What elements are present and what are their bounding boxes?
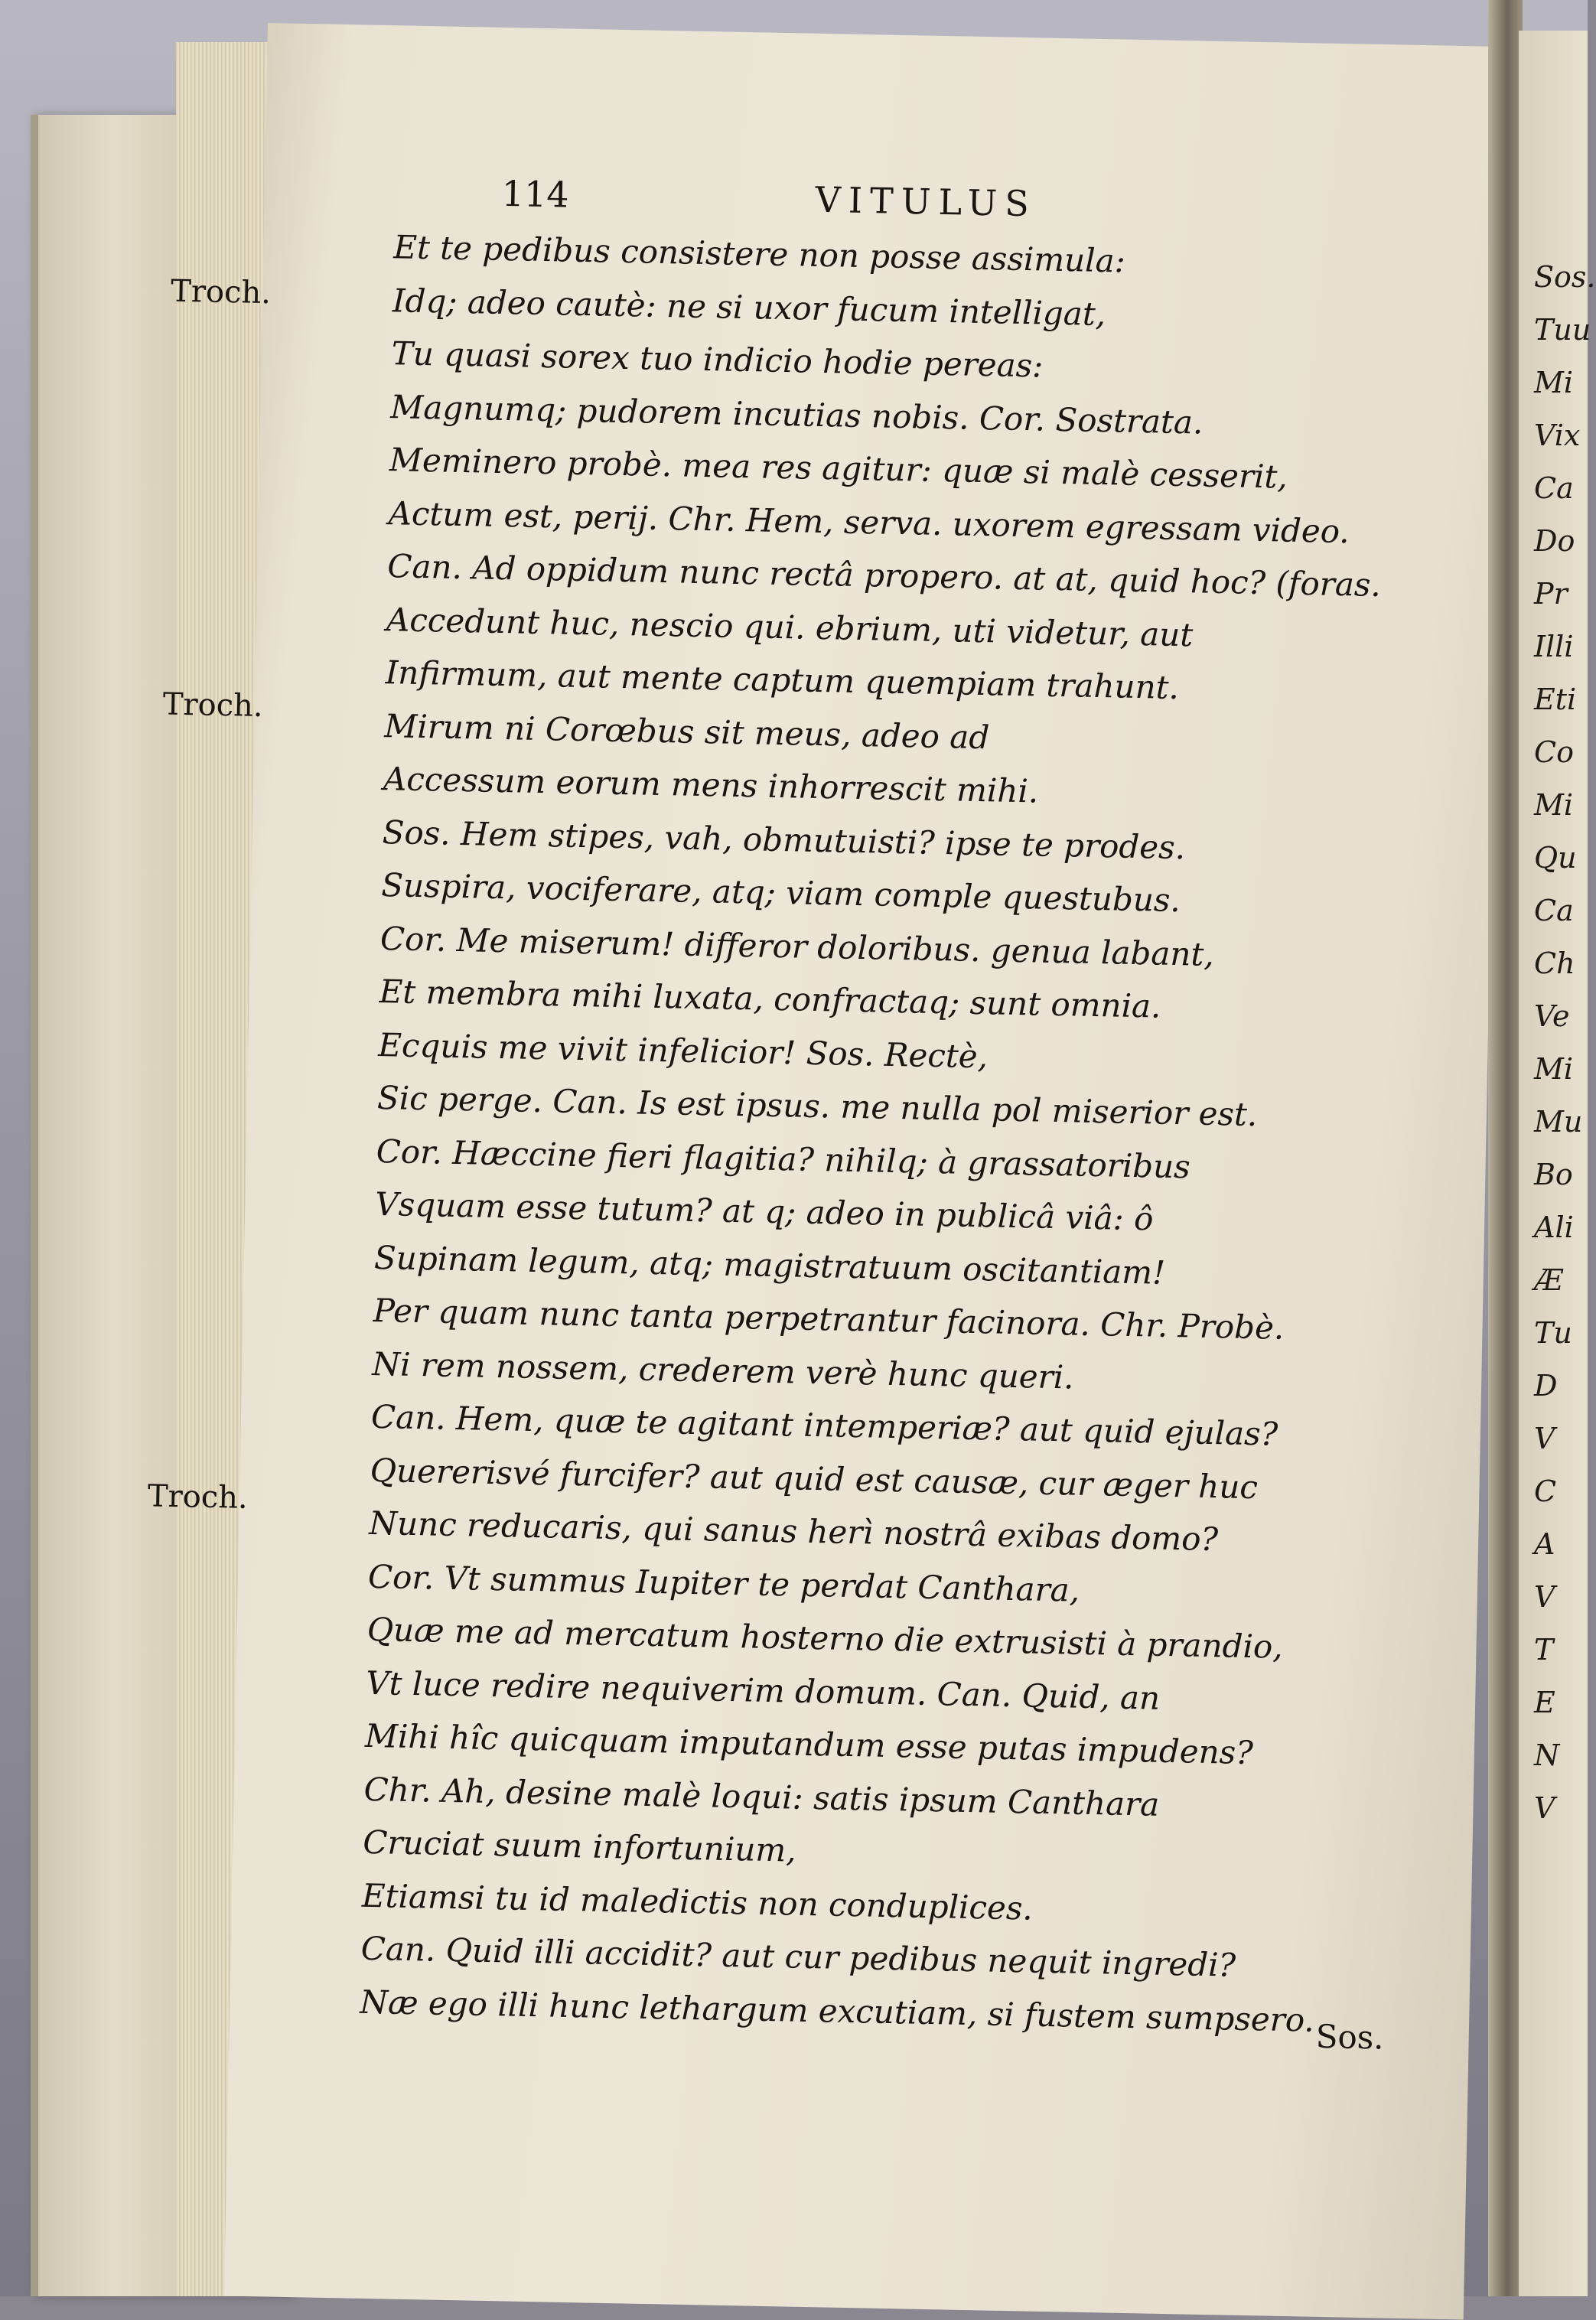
verse-line: Accedunt huc, nescio qui. ebrium, uti videtur, aut — [386, 600, 1194, 653]
right-page-fragment: Mu — [1534, 1105, 1583, 1139]
right-page-fragment: Ca — [1534, 894, 1574, 927]
verse-line: Cor. Hæccine fieri flagitia? nihilq; à grassatoribus — [376, 1132, 1191, 1185]
verse-line: Ni rem nossem, crederem verè hunc queri. — [371, 1344, 1075, 1396]
verse-line: Quæ me ad mercatum hosterno die extrusisti à prandio, — [366, 1610, 1284, 1666]
verse-line: Nunc reducaris, qui sanus herì nostrâ exibas domo? — [368, 1504, 1219, 1559]
right-page-fragment: Mi — [1534, 788, 1574, 822]
running-title: VITULUS — [815, 178, 1037, 225]
right-page-fragment: Co — [1534, 735, 1574, 769]
right-page-fragment: Sos. — [1534, 260, 1596, 294]
right-page-fragment: Eti — [1534, 683, 1577, 716]
right-page-fragment: T — [1534, 1633, 1554, 1667]
verse-line: Mirum ni Corœbus sit meus, adeo ad — [383, 706, 990, 756]
verse-line: Supinam legum, atq; magistratuum oscitantiam! — [373, 1238, 1166, 1292]
right-page-fragment: A — [1534, 1527, 1555, 1561]
right-page-fragment: Do — [1534, 524, 1575, 558]
right-page-fragment: Qu — [1534, 841, 1577, 875]
right-page-fragment: Tuu — [1534, 313, 1591, 347]
speaker-label: Troch. — [170, 273, 272, 311]
right-page-fragment: Mi — [1534, 366, 1574, 399]
verse-line: Sic perge. Can. Is est ipsus. me nulla pol miserior est. — [376, 1079, 1258, 1134]
right-page-fragment: Ch — [1534, 947, 1575, 980]
right-page-fragment: V — [1534, 1791, 1555, 1825]
right-page-fragment: Æ — [1534, 1263, 1564, 1297]
right-page-fragment: V — [1534, 1580, 1555, 1614]
speaker-label: Troch. — [147, 1478, 249, 1516]
verse-line: Actum est, perij. Chr. Hem, serva. uxorem egressam video. — [388, 494, 1350, 550]
right-page-fragment: Ca — [1534, 471, 1574, 505]
verse-line: Can. Quid illi accidit? aut cur pedibus nequit ingredi? — [360, 1929, 1236, 1984]
verse-line: Etiamsi tu id maledictis non conduplices. — [361, 1876, 1034, 1927]
right-page-fragment: Vix — [1534, 419, 1581, 452]
verse-line: Cor. Me miserum! differor doloribus. genua labant, — [379, 919, 1215, 973]
verse-line: Cor. Vt summus Iupiter te perdat Canthara, — [367, 1557, 1080, 1609]
verse-line: Ecquis me vivit infelicior! Sos. Rectè, — [377, 1025, 989, 1075]
right-page-fragment: Illi — [1534, 630, 1574, 663]
left-page — [147, 23, 1507, 2320]
verse-line: Vt luce redire nequiverim domum. Can. Quid, an — [365, 1663, 1161, 1717]
right-page-fragment: N — [1534, 1738, 1560, 1772]
verse-line: Can. Hem, quæ te agitant intemperiæ? aut quid ejulas? — [370, 1397, 1278, 1453]
right-page-fragment: D — [1534, 1369, 1558, 1403]
verse-line: Sos. Hem stipes, vah, obmutuisti? ipse te prodes. — [382, 813, 1186, 866]
verse-line: Suspira, vociferare, atq; viam comple questubus. — [380, 866, 1181, 920]
catchword: Sos. — [1315, 2017, 1385, 2057]
verse-line: Tu quasi sorex tuo indicio hodie pereas: — [391, 334, 1044, 385]
page-number: 114 — [501, 172, 570, 216]
verse-line: Idq; adeo cautè: ne si uxor fucum intelligat, — [392, 281, 1106, 333]
verse-line: Per quam nunc tanta perpetrantur facinora. Chr. Probè. — [373, 1291, 1285, 1347]
right-page-fragment: Tu — [1534, 1316, 1572, 1350]
verse-line: Cruciat suum infortunium, — [362, 1823, 797, 1869]
speaker-label: Troch. — [162, 686, 264, 725]
verse-line: Vsquam esse tutum? at q; adeo in publicâ viâ: ô — [374, 1184, 1154, 1238]
verse-line: Mihi hîc quicquam imputandum esse putas impudens? — [364, 1716, 1254, 1772]
verse-line: Accessum eorum mens inhorrescit mihi. — [383, 760, 1039, 810]
right-page-fragment: V — [1534, 1422, 1555, 1455]
right-page-fragment: Bo — [1534, 1158, 1573, 1191]
verse-line: Magnumq; pudorem incutias nobis. Cor. Sostrata. — [389, 387, 1204, 442]
right-page-fragment: Pr — [1534, 577, 1568, 611]
verse-line: Et membra mihi luxata, confractaq; sunt omnia. — [379, 973, 1161, 1025]
verse-line: Næ ego illi hunc lethargum excutiam, si fustem sumpsero. — [359, 1983, 1315, 2039]
verse-line: Chr. Ah, desine malè loqui: satis ipsum Canthara — [363, 1770, 1160, 1823]
verse-line: Meminero probè. mea res agitur: quæ si malè cesserit, — [389, 441, 1288, 496]
right-page — [1519, 31, 1596, 2296]
right-page-fragment: E — [1534, 1686, 1555, 1719]
verse-line: Infirmum, aut mente captum quempiam trahunt. — [385, 653, 1180, 707]
verse-line: Quererisvé furcifer? aut quid est causæ, cur æger huc — [370, 1451, 1259, 1506]
verse-line: Et te pedibus consistere non posse assimula: — [392, 228, 1126, 280]
right-page-fragment: Ve — [1534, 999, 1570, 1033]
right-page-fragment: Ali — [1534, 1211, 1574, 1244]
book-gutter — [1488, 0, 1523, 2296]
right-page-fragment: Mi — [1534, 1052, 1574, 1086]
verse-line: Can. Ad oppidum nunc rectâ propero. at at, quid hoc? (foras. — [386, 547, 1382, 604]
right-page-fragment: C — [1534, 1474, 1557, 1508]
